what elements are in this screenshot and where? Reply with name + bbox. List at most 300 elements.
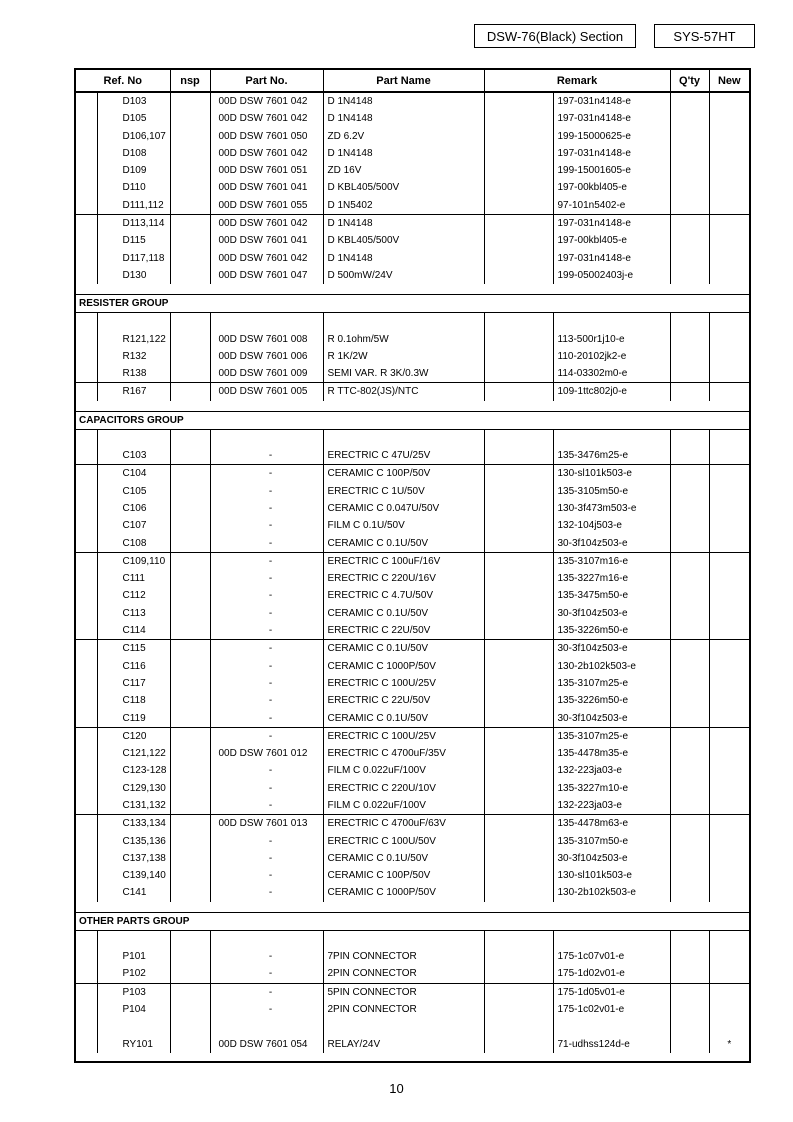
ref-cell: D109: [97, 162, 170, 179]
table-row: [76, 640, 749, 658]
ref-cell: C104: [97, 465, 170, 483]
part-no-cell: 00D DSW 7601 041: [210, 232, 323, 249]
part-name-cell: ERECTRIC C 1U/50V: [323, 483, 484, 500]
ref-cell: R121,122: [97, 331, 170, 348]
part-name-cell: ZD 6.2V: [323, 128, 484, 145]
ref-cell: C106: [97, 500, 170, 517]
new-cell: [709, 833, 749, 850]
part-no-cell: -: [210, 780, 323, 797]
new-cell: [709, 483, 749, 500]
qty-cell: [670, 215, 709, 233]
part-name-cell: 5PIN CONNECTOR: [323, 983, 484, 1001]
new-cell: [709, 500, 749, 517]
nsp-cell: [170, 797, 210, 815]
part-name-cell: ZD 16V: [323, 162, 484, 179]
group-heading-row: [76, 912, 749, 930]
part-no-cell: -: [210, 833, 323, 850]
group-spacer: [76, 902, 749, 913]
parts-table-frame: [74, 68, 751, 1063]
group-gap-row: [76, 429, 749, 447]
part-name-cell: CERAMIC C 0.1U/50V: [323, 535, 484, 553]
part-no-cell: -: [210, 850, 323, 867]
table-row: [76, 710, 749, 728]
ref-cell: C133,134: [97, 815, 170, 833]
qty-cell: [670, 780, 709, 797]
part-no-cell: -: [210, 675, 323, 692]
nsp-cell: [170, 983, 210, 1001]
ref-cell: C117: [97, 675, 170, 692]
qty-cell: [670, 965, 709, 983]
part-name-cell: ERECTRIC C 4.7U/50V: [323, 587, 484, 604]
nsp-cell: [170, 965, 210, 983]
nsp-cell: [170, 1018, 210, 1035]
new-cell: [709, 745, 749, 762]
remark-cell: 30-3f104z503-e: [553, 850, 670, 867]
qty-cell: [670, 517, 709, 534]
ref-cell: D113,114: [97, 215, 170, 233]
new-cell: [709, 267, 749, 284]
qty-cell: [670, 447, 709, 465]
qty-cell: [670, 232, 709, 249]
new-cell: [709, 884, 749, 901]
ref-cell: D108: [97, 145, 170, 162]
nsp-cell: [170, 465, 210, 483]
qty-cell: [670, 145, 709, 162]
part-no-cell: -: [210, 500, 323, 517]
qty-cell: [670, 762, 709, 779]
part-name-cell: R 0.1ohm/5W: [323, 331, 484, 348]
ref-cell: R138: [97, 365, 170, 383]
qty-cell: [670, 162, 709, 179]
qty-cell: [670, 745, 709, 762]
ref-cell: D115: [97, 232, 170, 249]
qty-cell: [670, 365, 709, 383]
part-name-cell: 2PIN CONNECTOR: [323, 1001, 484, 1018]
part-no-cell: 00D DSW 7601 051: [210, 162, 323, 179]
nsp-cell: [170, 250, 210, 267]
part-no-cell: -: [210, 622, 323, 640]
qty-cell: [670, 658, 709, 675]
table-row: [76, 552, 749, 570]
part-name-cell: [323, 1018, 484, 1035]
table-row: [76, 587, 749, 604]
part-name-cell: SEMI VAR. R 3K/0.3W: [323, 365, 484, 383]
table-row: [76, 884, 749, 901]
table-row: [76, 815, 749, 833]
qty-cell: [670, 833, 709, 850]
remark-cell: 30-3f104z503-e: [553, 640, 670, 658]
group-title: RESISTER GROUP: [76, 295, 749, 313]
part-no-cell: [210, 1018, 323, 1035]
new-cell: [709, 1018, 749, 1035]
group-gap-row: [76, 313, 749, 331]
part-no-cell: 00D DSW 7601 050: [210, 128, 323, 145]
part-no-cell: 00D DSW 7601 047: [210, 267, 323, 284]
qty-cell: [670, 348, 709, 365]
qty-cell: [670, 92, 709, 110]
part-no-cell: 00D DSW 7601 013: [210, 815, 323, 833]
new-cell: [709, 110, 749, 127]
new-cell: [709, 780, 749, 797]
ref-cell: C114: [97, 622, 170, 640]
parts-table-body: [76, 92, 749, 1053]
table-row: [76, 179, 749, 196]
new-cell: [709, 215, 749, 233]
ref-cell: C107: [97, 517, 170, 534]
qty-cell: [670, 552, 709, 570]
table-row: [76, 232, 749, 249]
remark-cell: 135-3475m50-e: [553, 587, 670, 604]
remark-cell: 197-031n4148-e: [553, 145, 670, 162]
remark-cell: 197-00kbl405-e: [553, 232, 670, 249]
table-row: [76, 983, 749, 1001]
remark-cell: 130-3f473m503-e: [553, 500, 670, 517]
part-name-cell: CERAMIC C 100P/50V: [323, 465, 484, 483]
part-no-cell: -: [210, 867, 323, 884]
table-row: [76, 692, 749, 709]
new-cell: *: [709, 1036, 749, 1053]
qty-cell: [670, 948, 709, 965]
part-no-cell: -: [210, 965, 323, 983]
table-row: [76, 365, 749, 383]
nsp-cell: [170, 348, 210, 365]
part-name-cell: FILM C 0.022uF/100V: [323, 797, 484, 815]
ref-cell: C103: [97, 447, 170, 465]
nsp-cell: [170, 128, 210, 145]
ref-cell: D117,118: [97, 250, 170, 267]
part-no-cell: 00D DSW 7601 005: [210, 383, 323, 401]
table-row: [76, 570, 749, 587]
nsp-cell: [170, 447, 210, 465]
group-title: CAPACITORS GROUP: [76, 411, 749, 429]
part-name-cell: ERECTRIC C 220U/10V: [323, 780, 484, 797]
parts-table: [76, 70, 749, 1053]
remark-cell: 71-udhss124d-e: [553, 1036, 670, 1053]
remark-cell: 130-2b102k503-e: [553, 884, 670, 901]
part-no-cell: -: [210, 983, 323, 1001]
nsp-cell: [170, 948, 210, 965]
part-name-cell: D 1N4148: [323, 145, 484, 162]
part-no-cell: -: [210, 605, 323, 622]
col-header-ref: Ref. No: [76, 70, 170, 92]
nsp-cell: [170, 884, 210, 901]
table-row: [76, 465, 749, 483]
col-header-new: New: [709, 70, 749, 92]
part-name-cell: CERAMIC C 0.1U/50V: [323, 640, 484, 658]
nsp-cell: [170, 215, 210, 233]
part-no-cell: -: [210, 727, 323, 745]
part-no-cell: -: [210, 587, 323, 604]
nsp-cell: [170, 762, 210, 779]
new-cell: [709, 232, 749, 249]
nsp-cell: [170, 535, 210, 553]
remark-cell: 199-05002403j-e: [553, 267, 670, 284]
remark-cell: 113-500r1j10-e: [553, 331, 670, 348]
nsp-cell: [170, 517, 210, 534]
table-row: [76, 605, 749, 622]
table-row: [76, 622, 749, 640]
part-no-cell: -: [210, 447, 323, 465]
remark-cell: 30-3f104z503-e: [553, 535, 670, 553]
part-name-cell: D 1N5402: [323, 197, 484, 215]
nsp-cell: [170, 162, 210, 179]
new-cell: [709, 348, 749, 365]
col-header-part-no: Part No.: [210, 70, 323, 92]
remark-cell: 197-031n4148-e: [553, 215, 670, 233]
qty-cell: [670, 483, 709, 500]
new-cell: [709, 710, 749, 728]
qty-cell: [670, 267, 709, 284]
remark-cell: 135-3105m50-e: [553, 483, 670, 500]
ref-cell: P101: [97, 948, 170, 965]
ref-cell: C137,138: [97, 850, 170, 867]
table-row: [76, 331, 749, 348]
qty-cell: [670, 128, 709, 145]
part-no-cell: -: [210, 1001, 323, 1018]
nsp-cell: [170, 815, 210, 833]
col-header-remark: Remark: [484, 70, 670, 92]
qty-cell: [670, 250, 709, 267]
qty-cell: [670, 884, 709, 901]
part-no-cell: -: [210, 517, 323, 534]
new-cell: [709, 365, 749, 383]
nsp-cell: [170, 640, 210, 658]
nsp-cell: [170, 552, 210, 570]
table-row: [76, 948, 749, 965]
ref-cell: C141: [97, 884, 170, 901]
qty-cell: [670, 640, 709, 658]
part-no-cell: -: [210, 710, 323, 728]
part-name-cell: CERAMIC C 0.1U/50V: [323, 605, 484, 622]
qty-cell: [670, 710, 709, 728]
part-name-cell: D KBL405/500V: [323, 232, 484, 249]
qty-cell: [670, 692, 709, 709]
part-name-cell: D 500mW/24V: [323, 267, 484, 284]
part-no-cell: -: [210, 762, 323, 779]
remark-cell: 110-20102jk2-e: [553, 348, 670, 365]
new-cell: [709, 250, 749, 267]
remark-cell: 130-2b102k503-e: [553, 658, 670, 675]
table-row: [76, 145, 749, 162]
part-no-cell: 00D DSW 7601 054: [210, 1036, 323, 1053]
qty-cell: [670, 727, 709, 745]
new-cell: [709, 692, 749, 709]
new-cell: [709, 179, 749, 196]
new-cell: [709, 867, 749, 884]
table-row: [76, 447, 749, 465]
ref-cell: C105: [97, 483, 170, 500]
qty-cell: [670, 867, 709, 884]
new-cell: [709, 535, 749, 553]
qty-cell: [670, 815, 709, 833]
part-no-cell: 00D DSW 7601 008: [210, 331, 323, 348]
nsp-cell: [170, 1036, 210, 1053]
qty-cell: [670, 797, 709, 815]
part-name-cell: ERECTRIC C 4700uF/63V: [323, 815, 484, 833]
new-cell: [709, 797, 749, 815]
qty-cell: [670, 622, 709, 640]
page-number: 10: [389, 1081, 404, 1096]
remark-cell: 132-223ja03-e: [553, 762, 670, 779]
new-cell: [709, 605, 749, 622]
qty-cell: [670, 383, 709, 401]
qty-cell: [670, 1036, 709, 1053]
remark-cell: 135-3107m16-e: [553, 552, 670, 570]
table-row: [76, 383, 749, 401]
nsp-cell: [170, 500, 210, 517]
remark-cell: 135-4478m35-e: [553, 745, 670, 762]
section-label: DSW-76(Black) Section: [474, 24, 636, 48]
nsp-cell: [170, 365, 210, 383]
part-name-cell: ERECTRIC C 100U/25V: [323, 675, 484, 692]
nsp-cell: [170, 1001, 210, 1018]
ref-cell: R132: [97, 348, 170, 365]
ref-cell: C116: [97, 658, 170, 675]
group-heading-row: [76, 295, 749, 313]
remark-cell: 175-1c07v01-e: [553, 948, 670, 965]
part-name-cell: ERECTRIC C 22U/50V: [323, 622, 484, 640]
table-row: [76, 675, 749, 692]
qty-cell: [670, 587, 709, 604]
part-no-cell: 00D DSW 7601 041: [210, 179, 323, 196]
remark-cell: 135-3227m10-e: [553, 780, 670, 797]
remark-cell: 114-03302m0-e: [553, 365, 670, 383]
table-row: [76, 658, 749, 675]
part-name-cell: RELAY/24V: [323, 1036, 484, 1053]
part-name-cell: D 1N4148: [323, 215, 484, 233]
new-cell: [709, 965, 749, 983]
ref-cell: P103: [97, 983, 170, 1001]
remark-cell: 197-031n4148-e: [553, 92, 670, 110]
qty-cell: [670, 983, 709, 1001]
ref-cell: C115: [97, 640, 170, 658]
part-no-cell: 00D DSW 7601 042: [210, 92, 323, 110]
ref-cell: C118: [97, 692, 170, 709]
table-row: [76, 797, 749, 815]
part-no-cell: -: [210, 483, 323, 500]
remark-cell: 30-3f104z503-e: [553, 710, 670, 728]
remark-cell: 135-3226m50-e: [553, 622, 670, 640]
part-name-cell: D 1N4148: [323, 110, 484, 127]
qty-cell: [670, 197, 709, 215]
table-row: [76, 833, 749, 850]
nsp-cell: [170, 605, 210, 622]
qty-cell: [670, 500, 709, 517]
part-name-cell: CERAMIC C 0.1U/50V: [323, 710, 484, 728]
table-row: [76, 483, 749, 500]
ref-cell: C113: [97, 605, 170, 622]
qty-cell: [670, 465, 709, 483]
remark-cell: 130-sl101k503-e: [553, 465, 670, 483]
table-row: [76, 500, 749, 517]
ref-cell: P104: [97, 1001, 170, 1018]
col-header-part-name: Part Name: [323, 70, 484, 92]
ref-cell: D103: [97, 92, 170, 110]
table-row: [76, 348, 749, 365]
nsp-cell: [170, 833, 210, 850]
part-no-cell: -: [210, 535, 323, 553]
table-row: [76, 162, 749, 179]
ref-cell: C139,140: [97, 867, 170, 884]
new-cell: [709, 128, 749, 145]
remark-cell: 135-3226m50-e: [553, 692, 670, 709]
part-no-cell: -: [210, 570, 323, 587]
part-no-cell: -: [210, 658, 323, 675]
ref-cell: D105: [97, 110, 170, 127]
new-cell: [709, 622, 749, 640]
nsp-cell: [170, 267, 210, 284]
part-no-cell: 00D DSW 7601 009: [210, 365, 323, 383]
table-row: [76, 267, 749, 284]
table-row: [76, 110, 749, 127]
nsp-cell: [170, 145, 210, 162]
qty-cell: [670, 570, 709, 587]
part-name-cell: CERAMIC C 0.047U/50V: [323, 500, 484, 517]
part-name-cell: D 1N4148: [323, 92, 484, 110]
remark-cell: 135-3107m50-e: [553, 833, 670, 850]
group-spacer: [76, 284, 749, 295]
part-name-cell: D KBL405/500V: [323, 179, 484, 196]
table-row: [76, 1018, 749, 1035]
part-name-cell: ERECTRIC C 100U/25V: [323, 727, 484, 745]
table-row: [76, 128, 749, 145]
nsp-cell: [170, 179, 210, 196]
new-cell: [709, 465, 749, 483]
part-name-cell: ERECTRIC C 100U/50V: [323, 833, 484, 850]
new-cell: [709, 762, 749, 779]
qty-cell: [670, 179, 709, 196]
new-cell: [709, 727, 749, 745]
part-no-cell: 00D DSW 7601 055: [210, 197, 323, 215]
remark-cell: 175-1c02v01-e: [553, 1001, 670, 1018]
qty-cell: [670, 535, 709, 553]
ref-cell: C119: [97, 710, 170, 728]
table-row: [76, 965, 749, 983]
part-no-cell: 00D DSW 7601 042: [210, 215, 323, 233]
qty-cell: [670, 331, 709, 348]
remark-cell: 199-15001605-e: [553, 162, 670, 179]
nsp-cell: [170, 850, 210, 867]
ref-cell: C135,136: [97, 833, 170, 850]
remark-cell: 135-3107m25-e: [553, 727, 670, 745]
nsp-cell: [170, 232, 210, 249]
new-cell: [709, 675, 749, 692]
part-name-cell: CERAMIC C 1000P/50V: [323, 884, 484, 901]
part-name-cell: R TTC-802(JS)/NTC: [323, 383, 484, 401]
remark-cell: 30-3f104z503-e: [553, 605, 670, 622]
ref-cell: D106,107: [97, 128, 170, 145]
new-cell: [709, 948, 749, 965]
new-cell: [709, 1001, 749, 1018]
table-row: [76, 780, 749, 797]
table-row: [76, 850, 749, 867]
ref-cell: C108: [97, 535, 170, 553]
new-cell: [709, 570, 749, 587]
remark-cell: 132-223ja03-e: [553, 797, 670, 815]
table-row: [76, 92, 749, 110]
remark-cell: 175-1d02v01-e: [553, 965, 670, 983]
ref-cell: C123-128: [97, 762, 170, 779]
part-no-cell: 00D DSW 7601 012: [210, 745, 323, 762]
qty-cell: [670, 605, 709, 622]
part-name-cell: 7PIN CONNECTOR: [323, 948, 484, 965]
nsp-cell: [170, 331, 210, 348]
ref-cell: C129,130: [97, 780, 170, 797]
nsp-cell: [170, 658, 210, 675]
remark-cell: [553, 1018, 670, 1035]
nsp-cell: [170, 110, 210, 127]
part-no-cell: 00D DSW 7601 042: [210, 110, 323, 127]
